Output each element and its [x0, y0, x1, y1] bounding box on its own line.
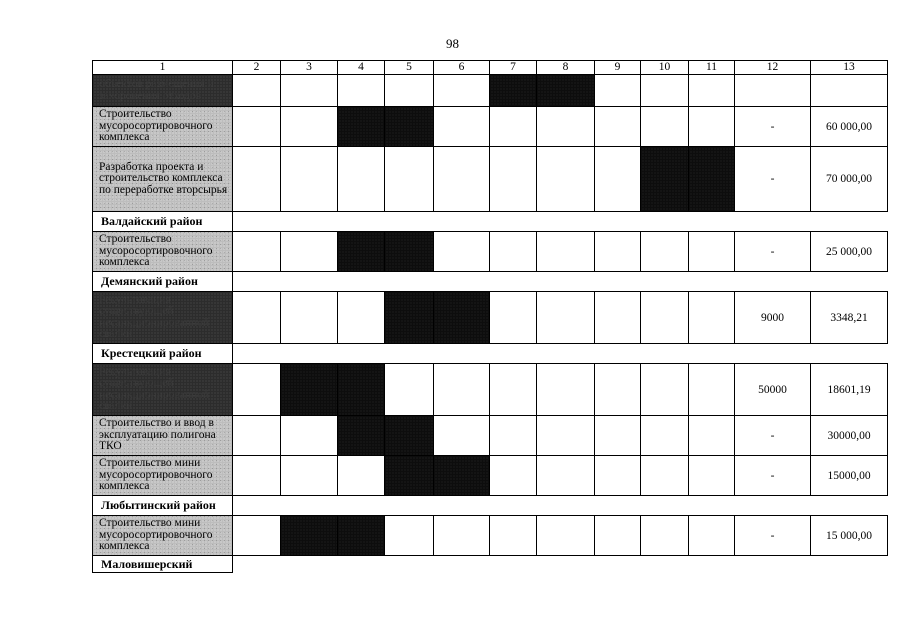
column-12-value: -	[735, 516, 811, 556]
period-cell-filled	[338, 416, 385, 456]
activity-name: Рекультивация существующей несанкционированной свалки	[93, 364, 233, 416]
period-cell	[490, 416, 537, 456]
column-13-value: 15000,00	[811, 456, 888, 496]
period-cell	[281, 456, 338, 496]
section-row	[93, 272, 888, 292]
column-12-value: -	[735, 107, 811, 147]
activity-name: Строительство мини мусоросортировочного комплекса	[93, 456, 233, 496]
period-cell	[233, 516, 281, 556]
period-cell	[537, 232, 595, 272]
period-cell	[537, 147, 595, 212]
column-13-value: 30000,00	[811, 416, 888, 456]
column-12-value: -	[735, 147, 811, 212]
column-13-value: 15 000,00	[811, 516, 888, 556]
period-cell	[233, 456, 281, 496]
period-cell	[641, 416, 689, 456]
column-header-9: 9	[595, 61, 641, 75]
column-12-value: -	[735, 232, 811, 272]
activity-name: Строительство и ввод в эксплуатацию полигона ТКО	[93, 416, 233, 456]
column-13-value: 70 000,00	[811, 147, 888, 212]
period-cell	[641, 456, 689, 496]
period-cell	[434, 364, 490, 416]
period-cell	[281, 147, 338, 212]
period-cell	[434, 516, 490, 556]
period-cell-filled	[385, 232, 434, 272]
period-cell	[385, 516, 434, 556]
period-cell	[434, 75, 490, 107]
period-cell	[641, 232, 689, 272]
section-title: Любытинский район	[93, 496, 233, 516]
activity-name: Строительство мусоросортировочного комплекса	[93, 107, 233, 147]
period-cell	[595, 232, 641, 272]
period-cell	[338, 456, 385, 496]
period-cell	[490, 292, 537, 344]
column-header-6: 6	[434, 61, 490, 75]
period-cell	[595, 147, 641, 212]
period-cell	[641, 75, 689, 107]
section-row	[93, 556, 888, 573]
period-cell-filled	[689, 147, 735, 212]
section-spacer	[233, 272, 888, 292]
page-number: 98	[446, 36, 459, 51]
period-cell	[641, 364, 689, 416]
activity-name: Строительство мусоросортировочного комплекса	[93, 232, 233, 272]
period-cell	[490, 364, 537, 416]
table-row	[93, 456, 888, 496]
period-cell	[595, 416, 641, 456]
column-header-11: 11	[689, 61, 735, 75]
period-cell	[689, 107, 735, 147]
period-cell	[689, 364, 735, 416]
period-cell	[641, 292, 689, 344]
period-cell-filled	[385, 456, 434, 496]
column-13-value: 60 000,00	[811, 107, 888, 147]
table-row	[93, 416, 888, 456]
period-cell-filled	[338, 516, 385, 556]
period-cell	[490, 232, 537, 272]
period-cell	[641, 107, 689, 147]
period-cell	[689, 456, 735, 496]
section-row	[93, 212, 888, 232]
period-cell	[233, 416, 281, 456]
period-cell	[537, 364, 595, 416]
section-spacer	[233, 556, 888, 573]
period-cell-filled	[385, 292, 434, 344]
period-cell	[281, 75, 338, 107]
period-cell	[281, 107, 338, 147]
section-title: Маловишерский	[93, 556, 233, 573]
section-title: Демянский район	[93, 272, 233, 292]
activity-name: Рекультивация существующей несанкционированной свалки	[93, 292, 233, 344]
period-cell	[233, 292, 281, 344]
period-cell	[281, 232, 338, 272]
column-header-1: 1	[93, 61, 233, 75]
period-cell	[595, 364, 641, 416]
column-header-5: 5	[385, 61, 434, 75]
period-cell	[385, 364, 434, 416]
period-cell	[434, 232, 490, 272]
period-cell	[490, 107, 537, 147]
period-cell	[537, 456, 595, 496]
schedule-table	[92, 60, 888, 573]
period-cell	[689, 292, 735, 344]
activity-name: объектов размещения и захоронения отходов	[93, 75, 233, 107]
section-spacer	[233, 344, 888, 364]
period-cell	[537, 107, 595, 147]
table-row	[93, 147, 888, 212]
period-cell	[595, 107, 641, 147]
period-cell	[233, 147, 281, 212]
column-13-value	[811, 75, 888, 107]
period-cell	[233, 364, 281, 416]
column-header-13: 13	[811, 61, 888, 75]
period-cell	[434, 147, 490, 212]
period-cell	[281, 416, 338, 456]
column-header-12: 12	[735, 61, 811, 75]
section-title: Крестецкий район	[93, 344, 233, 364]
period-cell-filled	[281, 516, 338, 556]
column-header-8: 8	[537, 61, 595, 75]
period-cell	[233, 75, 281, 107]
period-cell-filled	[490, 75, 537, 107]
table-row	[93, 232, 888, 272]
period-cell	[595, 456, 641, 496]
period-cell-filled	[434, 456, 490, 496]
period-cell	[490, 456, 537, 496]
period-cell	[595, 75, 641, 107]
table-row	[93, 75, 888, 107]
section-title: Валдайский район	[93, 212, 233, 232]
period-cell	[641, 516, 689, 556]
period-cell	[689, 75, 735, 107]
column-header-4: 4	[338, 61, 385, 75]
period-cell	[689, 416, 735, 456]
column-header-2: 2	[233, 61, 281, 75]
column-12-value: -	[735, 456, 811, 496]
column-header-10: 10	[641, 61, 689, 75]
period-cell-filled	[338, 232, 385, 272]
column-12-value	[735, 75, 811, 107]
period-cell	[385, 147, 434, 212]
period-cell	[385, 75, 434, 107]
section-row	[93, 344, 888, 364]
period-cell-filled	[385, 107, 434, 147]
period-cell	[490, 516, 537, 556]
column-13-value: 3348,21	[811, 292, 888, 344]
column-13-value: 25 000,00	[811, 232, 888, 272]
column-12-value: 9000	[735, 292, 811, 344]
table-row	[93, 364, 888, 416]
column-header-7: 7	[490, 61, 537, 75]
period-cell-filled	[537, 75, 595, 107]
column-header-3: 3	[281, 61, 338, 75]
period-cell	[595, 292, 641, 344]
period-cell-filled	[385, 416, 434, 456]
activity-name: Разработка проекта и строительство комплекса по переработке вторсырья	[93, 147, 233, 212]
section-row	[93, 496, 888, 516]
period-cell	[537, 292, 595, 344]
section-spacer	[233, 496, 888, 516]
period-cell	[233, 232, 281, 272]
period-cell	[281, 292, 338, 344]
period-cell	[434, 416, 490, 456]
period-cell	[689, 516, 735, 556]
activity-name: Строительство мини мусоросортировочного комплекса	[93, 516, 233, 556]
table-row	[93, 516, 888, 556]
column-12-value: 50000	[735, 364, 811, 416]
header-row	[93, 61, 888, 75]
period-cell-filled	[281, 364, 338, 416]
period-cell	[338, 75, 385, 107]
period-cell	[434, 107, 490, 147]
period-cell	[233, 107, 281, 147]
period-cell	[338, 292, 385, 344]
table-row	[93, 292, 888, 344]
period-cell-filled	[641, 147, 689, 212]
period-cell	[490, 147, 537, 212]
period-cell-filled	[338, 107, 385, 147]
section-spacer	[233, 212, 888, 232]
period-cell	[537, 516, 595, 556]
table-row	[93, 107, 888, 147]
period-cell	[537, 416, 595, 456]
period-cell	[689, 232, 735, 272]
period-cell-filled	[434, 292, 490, 344]
column-12-value: -	[735, 416, 811, 456]
column-13-value: 18601,19	[811, 364, 888, 416]
period-cell-filled	[338, 364, 385, 416]
period-cell	[595, 516, 641, 556]
period-cell	[338, 147, 385, 212]
